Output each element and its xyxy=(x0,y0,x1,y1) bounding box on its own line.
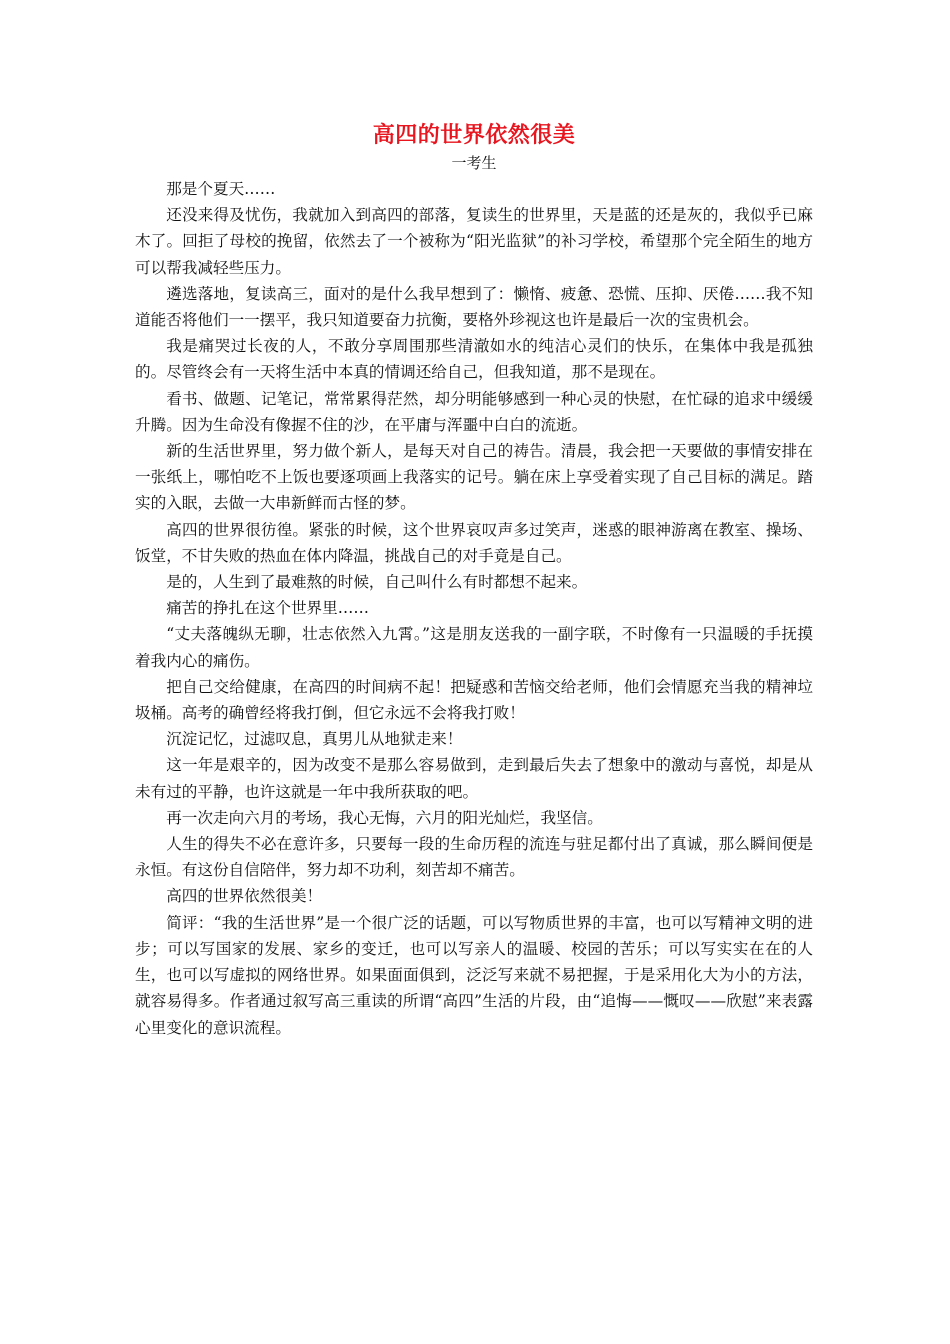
paragraph: 高四的世界很彷徨。紧张的时候，这个世界哀叹声多过笑声，迷惑的眼神游离在教室、操场、饭堂，不甘失败的热血在体内降温，挑战自己的对手竟是自己。 xyxy=(135,520,813,565)
document-page xyxy=(135,118,813,1041)
document-title: 高四的世界依然很美 xyxy=(372,122,576,148)
paragraph: 这一年是艰辛的，因为改变不是那么容易做到，走到最后失去了想象中的激动与喜悦，却是从未有过的平静，也许这就是一年中我所获取的吧。 xyxy=(135,756,813,801)
document-author: 一考生 xyxy=(451,154,497,172)
paragraph: 新的生活世界里，努力做个新人，是每天对自己的祷告。清晨，我会把一天要做的事情安排在一张纸上，哪怕吃不上饭也要逐项画上我落实的记号。躺在床上享受着实现了自己目标的满足。踏实的入眠，去做一大串新鲜而古怪的梦。 xyxy=(135,442,813,513)
document-body xyxy=(135,176,813,1041)
paragraph: 是的，人生到了最难熬的时候，自己叫什么有时都想不起来。 xyxy=(166,573,588,592)
paragraph: 我是痛哭过长夜的人，不敢分享周围那些清澈如水的纯洁心灵们的快乐，在集体中我是孤独的。尽管终会有一天将生活中本真的情调还给自己，但我知道，那不是现在。 xyxy=(135,337,813,382)
paragraph: 还没来得及忧伤，我就加入到高四的部落，复读生的世界里，天是蓝的还是灰的，我似乎已麻木了。回拒了母校的挽留，依然去了一个被称为“阳光监狱”的补习学校，希望那个完全陌生的地方可以帮我减轻些压力。 xyxy=(135,206,813,277)
paragraph: 那是个夏天…… xyxy=(166,180,276,198)
paragraph: 把自己交给健康，在高四的时间病不起！把疑惑和苦恼交给老师，他们会情愿充当我的精神垃圾桶。高考的确曾经将我打倒，但它永远不会将我打败！ xyxy=(135,677,813,723)
paragraph: 沉淀记忆，过滤叹息，真男儿从地狱走来！ xyxy=(166,730,463,749)
paragraph: 简评：“我的生活世界”是一个很广泛的话题，可以写物质世界的丰富，也可以写精神文明的进步；可以写国家的发展、家乡的变迁，也可以写亲人的温暖、校园的苦乐；可以写实实在在的人生，也可以写虚拟的网络世界。如果面面俱到，泛泛写来就不易把握，于是采用化大为小的方法，就容易得多。作者通过叙写高三重读的所谓“高四”生活的片段，由“追悔——慨叹——欣慰”来表露心里变化的意识流程。 xyxy=(135,913,813,1037)
paragraph: 遴选落地，复读高三，面对的是什么我早想到了：懒惰、疲惫、恐慌、压抑、厌倦……我不知道能否将他们一一摆平，我只知道要奋力抗衡，要格外珍视这也许是最后一次的宝贵机会。 xyxy=(135,284,813,330)
paragraph: 看书、做题、记笔记，常常累得茫然，却分明能够感到一种心灵的快慰，在忙碌的追求中缓缓升腾。因为生命没有像握不住的沙，在平庸与浑噩中白白的流逝。 xyxy=(135,389,813,434)
paragraph: 再一次走向六月的考场，我心无悔，六月的阳光灿烂，我坚信。 xyxy=(166,808,603,827)
paragraph: 高四的世界依然很美！ xyxy=(166,887,323,906)
paragraph: “丈夫落魄纵无聊，壮志依然入九霄。”这是朋友送我的一副字联，不时像有一只温暖的手抚摸着我内心的痛伤。 xyxy=(135,625,813,670)
paragraph: 人生的得失不必在意许多，只要每一段的生命历程的流连与驻足都付出了真诚，那么瞬间便是永恒。有这份自信陪伴，努力却不功利，刻苦却不痛苦。 xyxy=(135,835,813,880)
paragraph: 痛苦的挣扎在这个世界里…… xyxy=(166,599,369,618)
